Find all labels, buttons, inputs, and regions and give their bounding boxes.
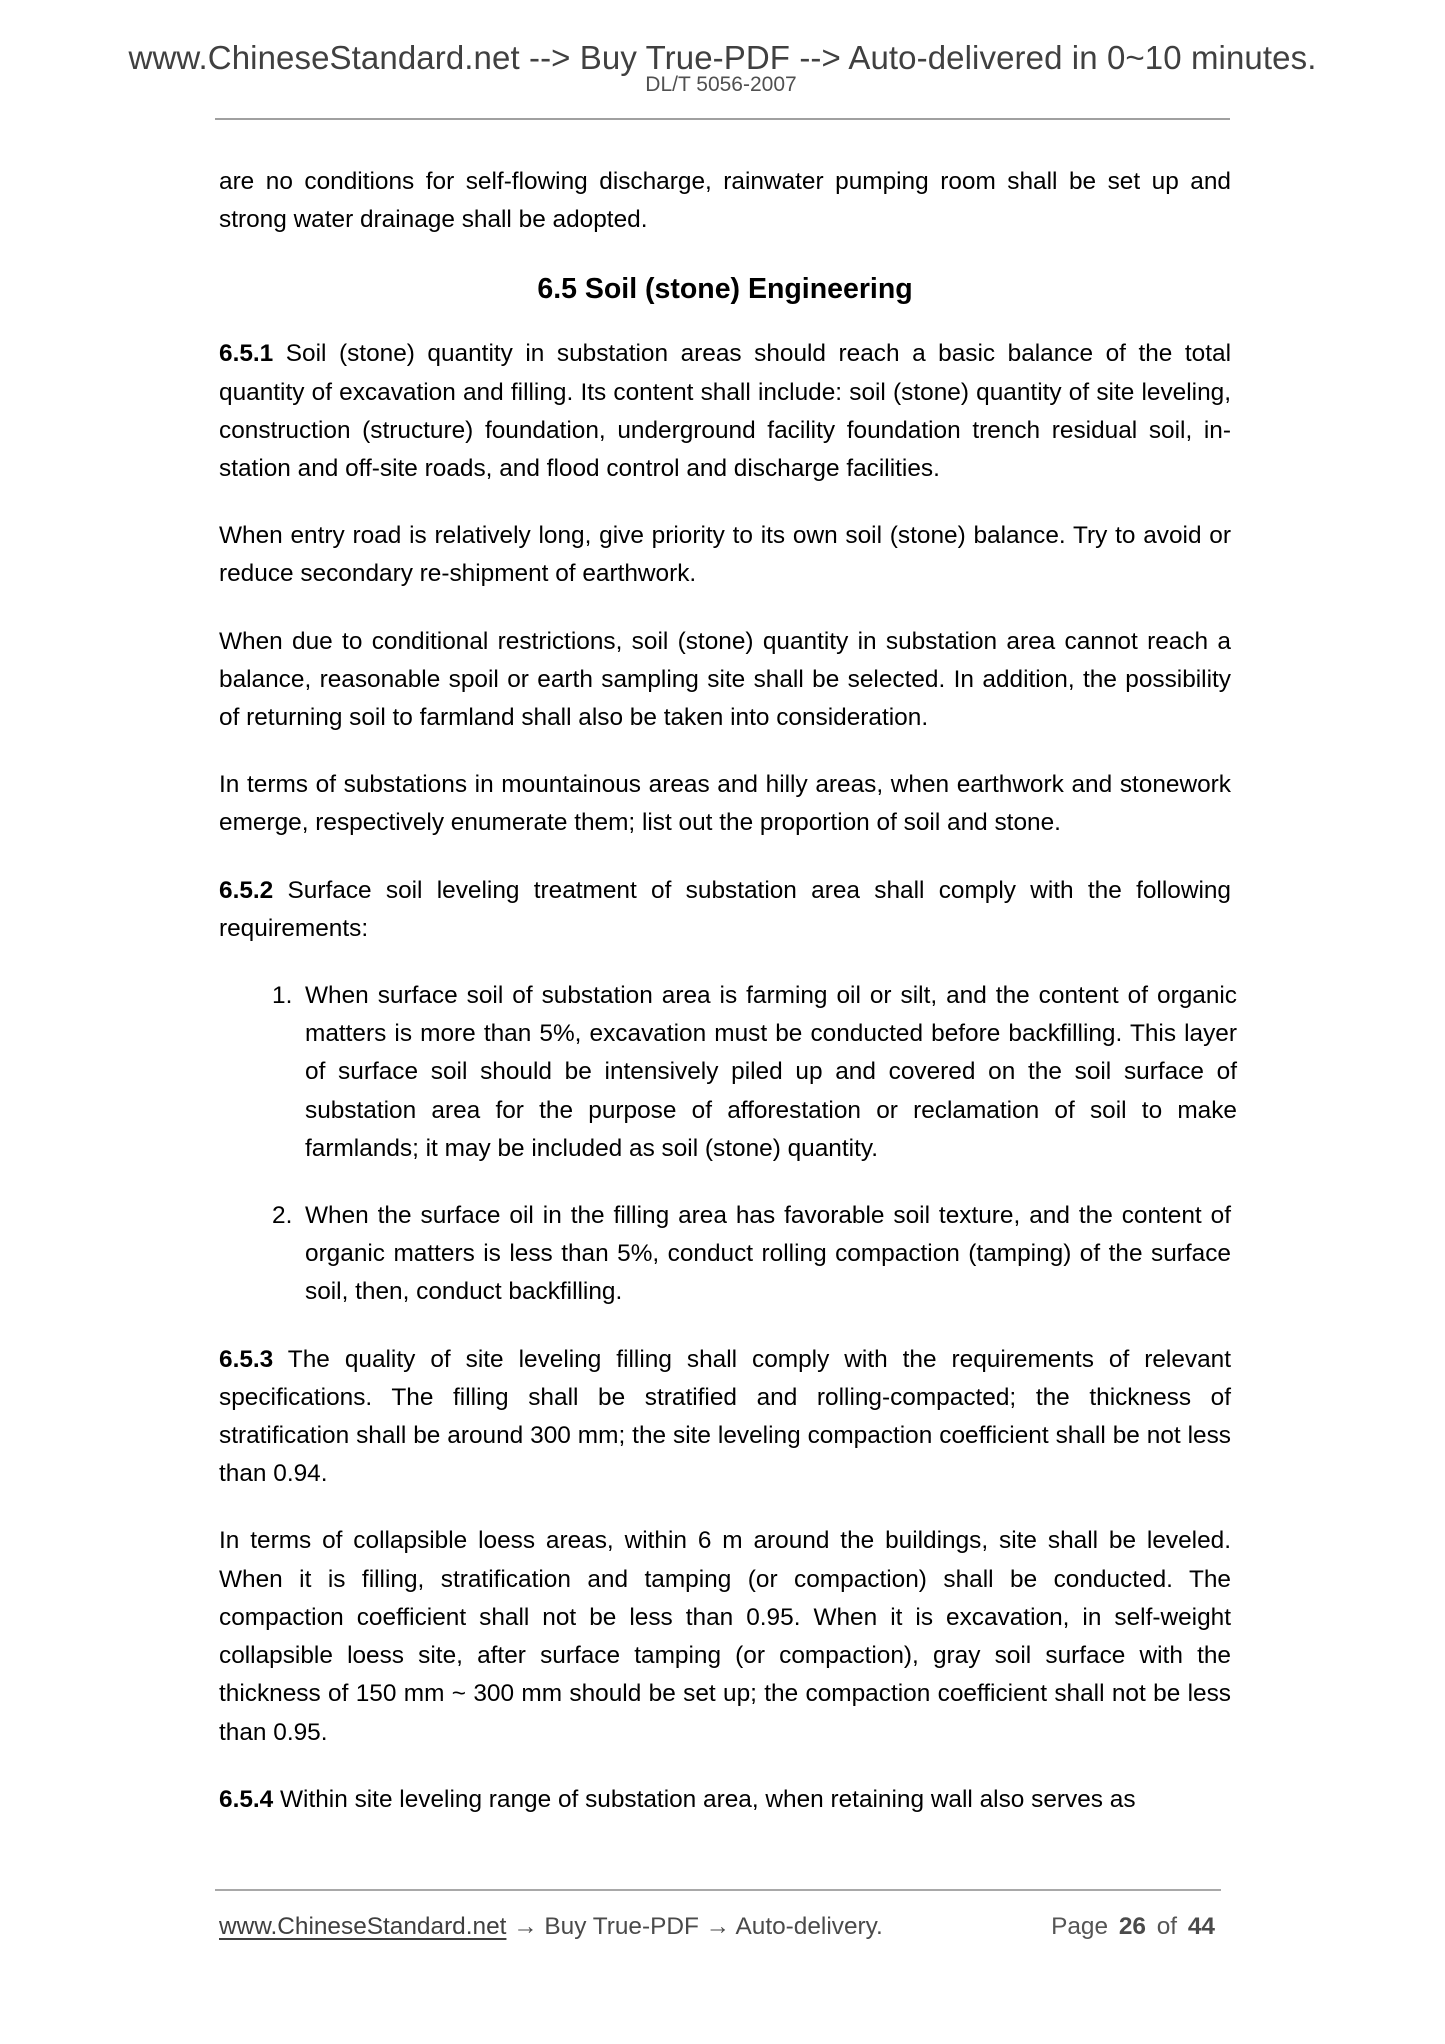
top-banner: www.ChineseStandard.net --> Buy True-PDF --> Auto-delivered in 0~10 minutes. xyxy=(128,39,1317,76)
page-of: of xyxy=(1156,1913,1178,1940)
page-footer xyxy=(219,1912,1219,1942)
list-item xyxy=(219,1197,1231,1312)
clause-number: 6.5.4 xyxy=(219,1785,274,1813)
clause-text: Surface soil leveling treatment of substation area shall comply with the following requirements: xyxy=(219,876,1231,942)
page-label: Page xyxy=(1051,1913,1109,1940)
list-text: When surface soil of substation area is farming oil or silt, and the content of organic matters is more than 5%, excavation must be conducted before backfilling. This layer of surface soil should be intensively piled up and covered on the soil surface of substation area for the purpose of afforestation or reclamation of soil to make farmlands; it may be included as soil (stone) quantity. xyxy=(305,982,1237,1162)
header-divider xyxy=(215,118,1230,120)
footer-divider xyxy=(215,1889,1221,1891)
clause-6-5-1 xyxy=(219,335,1231,488)
clause-text: Soil (stone) quantity in substation areas should reach a basic balance of the total quantity of excavation and filling. Its content shall include: soil (stone) quantity of site leveling, construction (structure) foundation, underground facility foundation trench residual soil, in-station and off-site roads, and flood control and discharge facilities. xyxy=(219,340,1231,483)
clause-number: 6.5.1 xyxy=(219,340,274,368)
clause-text: Within site leveling range of substation area, when retaining wall also serves as xyxy=(273,1785,1136,1813)
list-number: 1. xyxy=(272,982,293,1010)
page-total: 44 xyxy=(1187,1913,1215,1940)
document-code: DL/T 5056-2007 xyxy=(645,73,797,96)
clause-text: The quality of site leveling filling shall comply with the requirements of relevant specifications. The filling shall be stratified and rolling-compacted; the thickness of stratification shall be around 300 mm; the site leveling compaction coefficient shall be not less than 0.94. xyxy=(219,1345,1231,1488)
clause-number: 6.5.2 xyxy=(219,876,274,904)
clause-6-5-3 xyxy=(219,1341,1231,1494)
list-item xyxy=(219,977,1237,1168)
page-content xyxy=(219,163,1237,1848)
footer-tagline: → Buy True-PDF → Auto-delivery. xyxy=(506,1913,883,1940)
page-indicator xyxy=(1051,1912,1215,1942)
clause-6-5-2 xyxy=(219,872,1231,948)
list-text: When the surface oil in the filling area has favorable soil texture, and the content of organic matters is less than 5%, conduct rolling compaction (tamping) of the surface soil, then, conduct backfilling. xyxy=(305,1202,1231,1306)
intro-paragraph: are no conditions for self-flowing discharge, rainwater pumping room shall be set up and strong water drainage shall be adopted. xyxy=(219,168,1231,234)
paragraph-mountainous: In terms of substations in mountainous areas and hilly areas, when earthwork and stonework emerge, respectively enumerate them; list out the proportion of soil and stone. xyxy=(219,771,1231,837)
section-heading: 6.5 Soil (stone) Engineering xyxy=(537,273,913,306)
list-number: 2. xyxy=(272,1202,293,1230)
clause-number: 6.5.3 xyxy=(219,1345,274,1373)
clause-6-5-4 xyxy=(219,1781,1231,1819)
paragraph-loess: In terms of collapsible loess areas, within 6 m around the buildings, site shall be leveled. When it is filling, stratification and tamping (or compaction) shall be conducted. The compaction coefficient shall not be less than 0.95. When it is excavation, in self-weight collapsible loess site, after surface tamping (or compaction), gray soil surface with the thickness of 150 mm ~ 300 mm should be set up; the compaction coefficient shall not be less than 0.95. xyxy=(219,1527,1231,1746)
page-current: 26 xyxy=(1118,1913,1146,1940)
paragraph-restrictions: When due to conditional restrictions, soil (stone) quantity in substation area cannot reach a balance, reasonable spoil or earth sampling site shall be selected. In addition, the possibility of returning soil to farmland shall also be taken into consideration. xyxy=(219,627,1231,732)
footer-website-link[interactable]: www.ChineseStandard.net xyxy=(219,1913,507,1940)
paragraph-entry-road: When entry road is relatively long, give priority to its own soil (stone) balance. Try to avoid or reduce secondary re-shipment of earthwork. xyxy=(219,522,1231,588)
